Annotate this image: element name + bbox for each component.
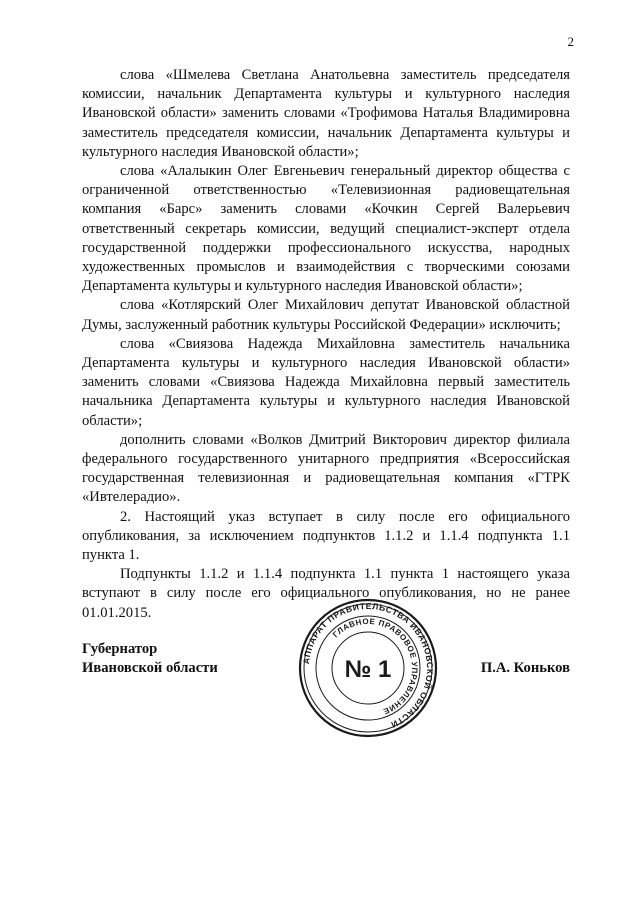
- stamp-outer-text: АППАРАТ ПРАВИТЕЛЬСТВА ИВАНОВСКОЙ ОБЛАСТИ: [301, 600, 436, 731]
- stamp-inner-text: ГЛАВНОЕ ПРАВОВОЕ УПРАВЛЕНИЕ: [331, 616, 420, 717]
- paragraph-6: 2. Настоящий указ вступает в силу после его официального опубликования, за исключением подпунктов 1.1.2 и 1.1.4 подпункта 1.1 пункта 1.: [82, 508, 570, 564]
- paragraph-2: слова «Алалыкин Олег Евгеньевич генеральный директор общества с ограниченной ответственностью «Телевизионная радиовещательная компания «Барс» заменить словами «Кочкин Сергей Валерьевич ответственный секретарь комиссии, ведущий специалист-эксперт отдела государственной поддержки профессионального искусства, народных художественных промыслов и взаимодействия с творческими союзами Департамента культуры и культурного наследия Ивановской области»;: [82, 163, 570, 295]
- signatory-title-line-2: Ивановской области: [82, 660, 218, 677]
- signatory-title: [82, 640, 218, 678]
- document-body: [82, 66, 570, 623]
- signatory-title-line-1: Губернатор: [82, 641, 158, 657]
- paragraph-4: слова «Свиязова Надежда Михайловна заместитель начальника Департамента культуры и культурного наследия Ивановской области» заменить словами «Свиязова Надежда Михайловна первый заместитель начальника Департамента культуры и культурного наследия Ивановской области»;: [82, 335, 570, 429]
- stamp-center-number: № 1: [344, 656, 392, 683]
- official-stamp-seal: [297, 597, 439, 739]
- page-number: 2: [567, 34, 574, 49]
- paragraph-1: слова «Шмелева Светлана Анатольевна заместитель председателя комиссии, начальник Департамента культуры и культурного наследия Ивановской области» заменить словами «Трофимова Наталья Владимировна заместитель председателя комиссии, начальник Департамента культуры и культурного наследия Ивановской области»;: [82, 67, 570, 160]
- paragraph-7: Подпункты 1.1.2 и 1.1.4 подпункта 1.1 пункта 1 настоящего указа вступают в силу после его официального опубликования, но не ранее 01.01.2015.: [82, 566, 570, 621]
- paragraph-5: дополнить словами «Волков Дмитрий Викторович директор филиала федерального государственного унитарного предприятия «Всероссийская государственная телевизионная и радиовещательная компания «ГТРК «Ивтелерадио».: [82, 431, 570, 506]
- paragraph-3: слова «Котлярский Олег Михайлович депутат Ивановской областной Думы, заслуженный работник культуры Российской Федерации» исключить;: [82, 297, 570, 333]
- signatory-name: П.А. Коньков: [480, 660, 570, 676]
